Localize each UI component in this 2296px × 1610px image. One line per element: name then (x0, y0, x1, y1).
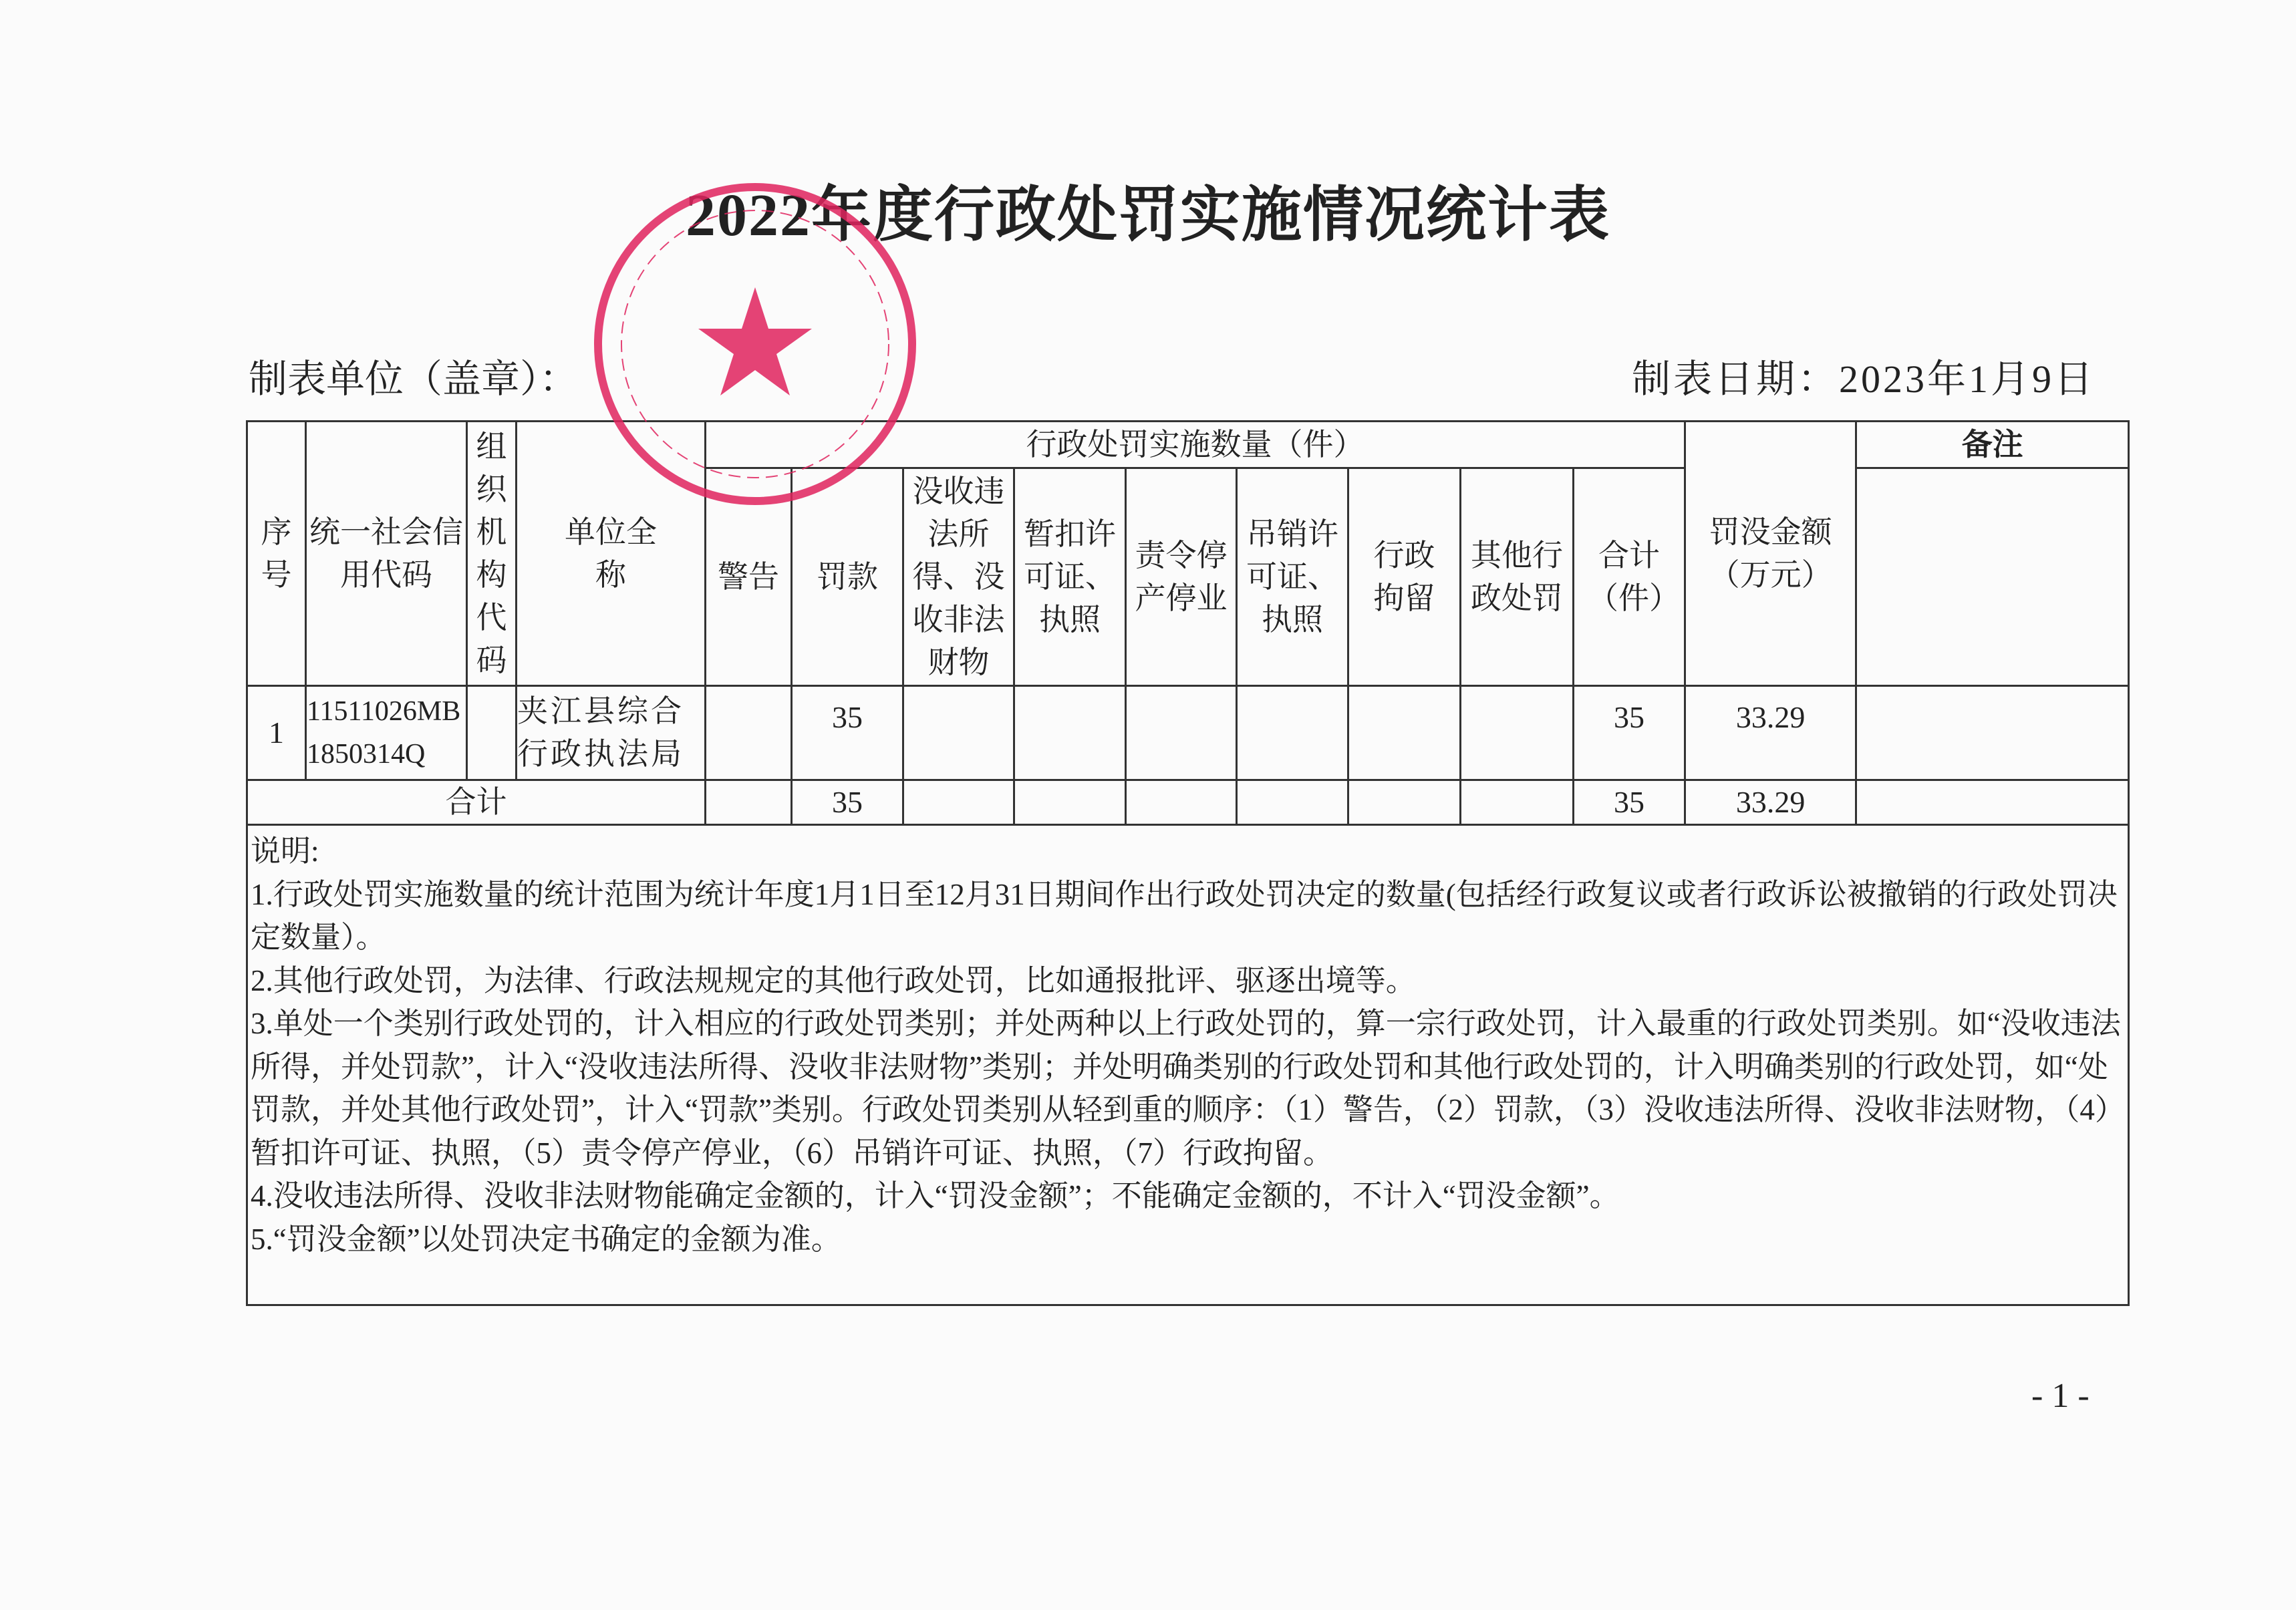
total-remark (1856, 780, 2129, 825)
cell-amount: 33.29 (1685, 686, 1856, 780)
header-warning: 警告 (706, 468, 792, 686)
header-other: 其他行政处罚 (1461, 468, 1574, 686)
cell-detention (1348, 686, 1461, 780)
header-remark: 备注 (1856, 422, 2129, 468)
star-icon (698, 287, 812, 395)
total-label: 合计 (247, 780, 706, 825)
cell-credit-code: 11511026MB1850314Q (306, 686, 467, 780)
cell-stop-production (1126, 686, 1237, 780)
cell-warning (706, 686, 792, 780)
page-title: 2022年度行政处罚实施情况统计表 (686, 182, 1610, 249)
cell-revoke-license (1237, 686, 1348, 780)
cell-suspend-license (1014, 686, 1126, 780)
note-item: 4.没收违法所得、没收非法财物能确定金额的，计入“罚没金额”；不能确定金额的，不计入“罚没金额”。 (251, 1179, 1620, 1213)
header-suspend-license: 暂扣许可证、执照 (1014, 468, 1126, 686)
header-fine: 罚款 (792, 468, 903, 686)
cell-confiscation (903, 686, 1014, 780)
note-item: 2.其他行政处罚，为法律、行政法规规定的其他行政处罚，比如通报批评、驱逐出境等。 (251, 963, 1416, 997)
cell-org-code (467, 686, 517, 780)
header-seq: 序号 (247, 422, 306, 686)
notes-heading: 说明: (251, 834, 319, 868)
header-subtotal: 合计（件） (1574, 468, 1685, 686)
statistics-table (246, 420, 2130, 1306)
total-revoke-license (1237, 780, 1348, 825)
header-detention: 行政拘留 (1348, 468, 1461, 686)
header-group: 行政处罚实施数量（件） (706, 422, 1685, 468)
header-revoke-license: 吊销许可证、执照 (1237, 468, 1348, 686)
total-other (1461, 780, 1574, 825)
cell-subtotal: 35 (1574, 686, 1685, 780)
total-suspend-license (1014, 780, 1126, 825)
table-row (247, 686, 2129, 780)
cell-unit-name: 夹江县综合行政执法局 (517, 686, 706, 780)
header-unit-name: 单位全称 (517, 422, 706, 686)
total-fine: 35 (792, 780, 903, 825)
total-warning (706, 780, 792, 825)
header-amount: 罚没金额（万元） (1685, 422, 1856, 686)
header-org-code: 组织机构代码 (467, 422, 517, 686)
total-amount: 33.29 (1685, 780, 1856, 825)
note-item: 3.单处一个类别行政处罚的，计入相应的行政处罚类别；并处两种以上行政处罚的，算一宗行政处罚，计入最重的行政处罚类别。如“没收违法所得，并处罚款”，计入“没收违法所得、没收非法财物”类别；并处明确类别的行政处罚和其他行政处罚的，计入明确类别的行政处罚，如“处罚款，并处其他行政处罚”，计入“罚款”类别。行政处罚类别从轻到重的顺序：（1）警告，（2）罚款，（3）没收违法所得、没收非法财物，（4）暂扣许可证、执照，（5）责令停产停业，（6）吊销许可证、执照，（7）行政拘留。 (251, 1007, 2125, 1170)
date-label: 制表日期：2023年1月9日 (1631, 357, 2096, 401)
total-confiscation (903, 780, 1014, 825)
notes-section (247, 825, 2129, 1305)
total-detention (1348, 780, 1461, 825)
note-item: 1.行政处罚实施数量的统计范围为统计年度1月1日至12月31日期间作出行政处罚决定的数量(包括经行政复议或者行政诉讼被撤销的行政处罚决定数量）。 (251, 877, 2118, 954)
note-item: 5.“罚没金额”以处罚决定书确定的金额为准。 (251, 1222, 841, 1256)
header-credit-code: 统一社会信用代码 (306, 422, 467, 686)
total-stop-production (1126, 780, 1237, 825)
remark-blank (1856, 468, 2129, 686)
total-row (247, 780, 2129, 825)
cell-seq: 1 (247, 686, 306, 780)
header-confiscation: 没收违法所得、没收非法财物 (903, 468, 1014, 686)
unit-label: 制表单位（盖章）： (249, 357, 579, 401)
cell-other (1461, 686, 1574, 780)
header-stop-production: 责令停产停业 (1126, 468, 1237, 686)
cell-remark (1856, 686, 2129, 780)
total-subtotal: 35 (1574, 780, 1685, 825)
cell-fine: 35 (792, 686, 903, 780)
page-number: - 1 - (2031, 1377, 2090, 1415)
